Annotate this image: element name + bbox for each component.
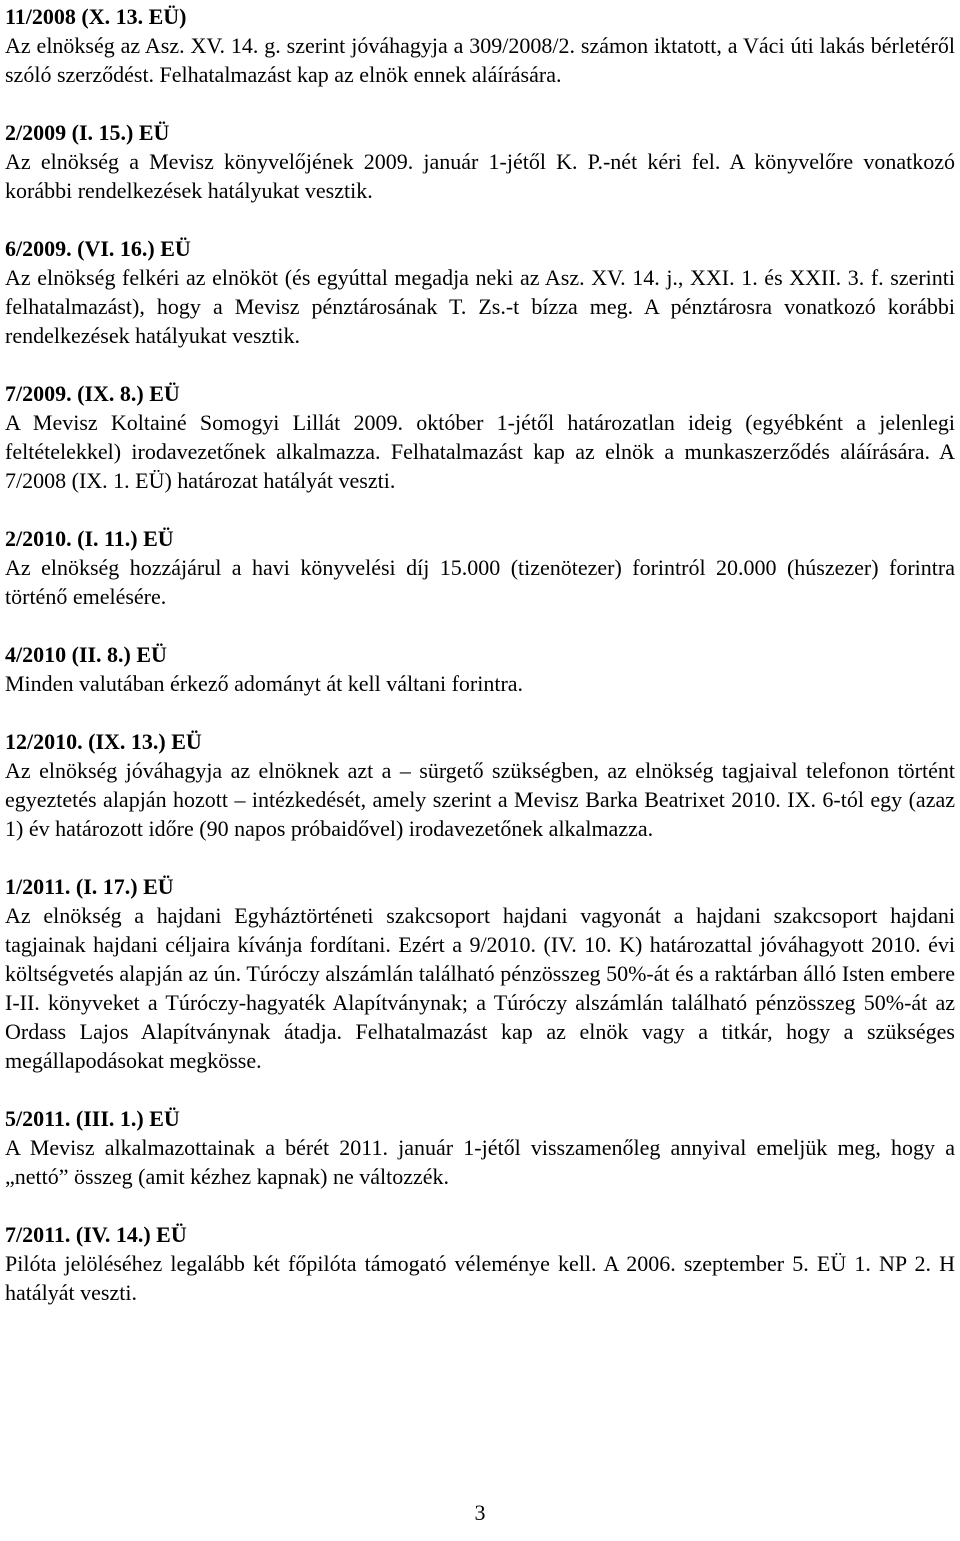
resolution-heading: 11/2008 (X. 13. EÜ)	[5, 4, 187, 29]
resolution-entry	[5, 727, 955, 843]
resolution-heading: 12/2010. (IX. 13.) EÜ	[5, 729, 202, 754]
resolution-body: A Mevisz Koltainé Somogyi Lillát 2009. október 1-jétől határozatlan ideig (egyébként a jelenlegi feltételekkel) irodavezetőnek alkalmazza. Felhatalmazást kap az elnök a munkaszerződés aláírására. A 7/2008 (IX. 1. EÜ) határozat hatályát veszti.	[5, 410, 955, 493]
resolution-entry	[5, 640, 955, 698]
resolution-body: Az elnökség a hajdani Egyháztörténeti szakcsoport hajdani vagyonát a hajdani szakcsoport hajdani tagjainak hajdani céljaira kívánja fordítani. Ezért a 9/2010. (IV. 10. K) határozattal jóváhagyott 2010. évi költségvetés alapján az ún. Túróczy alszámlán található pénzösszeg 50%-át és a raktárban álló Isten embere I-II. könyveket a Túróczy-hagyaték Alapítványnak; a Túróczy alszámlán található pénzösszeg 50%-át az Ordass Lajos Alapítványnak átadja. Felhatalmazást kap az elnök vagy a titkár, hogy a szükséges megállapodásokat megkösse.	[5, 903, 955, 1073]
resolution-heading: 5/2011. (III. 1.) EÜ	[5, 1106, 180, 1131]
document-page	[5, 2, 955, 1336]
resolution-body: A Mevisz alkalmazottainak a bérét 2011. január 1-jétől visszamenőleg annyival emeljük meg, hogy a „nettó” összeg (amit kézhez kapnak) ne változzék.	[5, 1135, 955, 1189]
resolution-entry	[5, 234, 955, 350]
resolution-entry	[5, 872, 955, 1075]
resolution-entry	[5, 379, 955, 495]
resolution-heading: 1/2011. (I. 17.) EÜ	[5, 874, 174, 899]
resolution-body: Az elnökség jóváhagyja az elnöknek azt a – sürgető szükségben, az elnökség tagjaival telefonon történt egyeztetés alapján hozott – intézkedését, amely szerint a Mevisz Barka Beatrixet 2010. IX. 6-tól egy (azaz 1) év határozott időre (90 napos próbaidővel) irodavezetőnek alkalmazza.	[5, 758, 955, 841]
resolution-body: Az elnökség az Asz. XV. 14. g. szerint jóváhagyja a 309/2008/2. számon iktatott, a Váci úti lakás bérletéről szóló szerződést. Felhatalmazást kap az elnök ennek aláírására.	[5, 33, 955, 87]
resolution-heading: 2/2009 (I. 15.) EÜ	[5, 120, 170, 145]
resolution-heading: 7/2009. (IX. 8.) EÜ	[5, 381, 180, 406]
page-number: 3	[474, 1500, 486, 1525]
resolution-body: Pilóta jelöléséhez legalább két főpilóta támogató véleménye kell. A 2006. szeptember 5. EÜ 1. NP 2. H hatályát veszti.	[5, 1251, 955, 1305]
resolution-entry	[5, 2, 955, 89]
resolution-heading: 7/2011. (IV. 14.) EÜ	[5, 1222, 187, 1247]
resolution-body: Az elnökség a Mevisz könyvelőjének 2009. január 1-jétől K. P.-nét kéri fel. A könyvelőre vonatkozó korábbi rendelkezések hatályukat vesztik.	[5, 149, 955, 203]
resolution-entry	[5, 1220, 955, 1307]
resolution-heading: 2/2010. (I. 11.) EÜ	[5, 526, 174, 551]
resolution-entry	[5, 524, 955, 611]
resolution-body: Az elnökség hozzájárul a havi könyvelési díj 15.000 (tizenötezer) forintról 20.000 (húszezer) forintra történő emelésére.	[5, 555, 955, 609]
resolution-body: Minden valutában érkező adományt át kell váltani forintra.	[5, 671, 524, 696]
resolution-heading: 4/2010 (II. 8.) EÜ	[5, 642, 167, 667]
resolution-body: Az elnökség felkéri az elnököt (és egyúttal megadja neki az Asz. XV. 14. j., XXI. 1. és XXII. 3. f. szerinti felhatalmazást), hogy a Mevisz pénztárosának T. Zs.-t bízza meg. A pénztárosra vonatkozó korábbi rendelkezések hatályukat vesztik.	[5, 265, 955, 348]
resolution-heading: 6/2009. (VI. 16.) EÜ	[5, 236, 191, 261]
resolution-entry	[5, 118, 955, 205]
resolution-entry	[5, 1104, 955, 1191]
